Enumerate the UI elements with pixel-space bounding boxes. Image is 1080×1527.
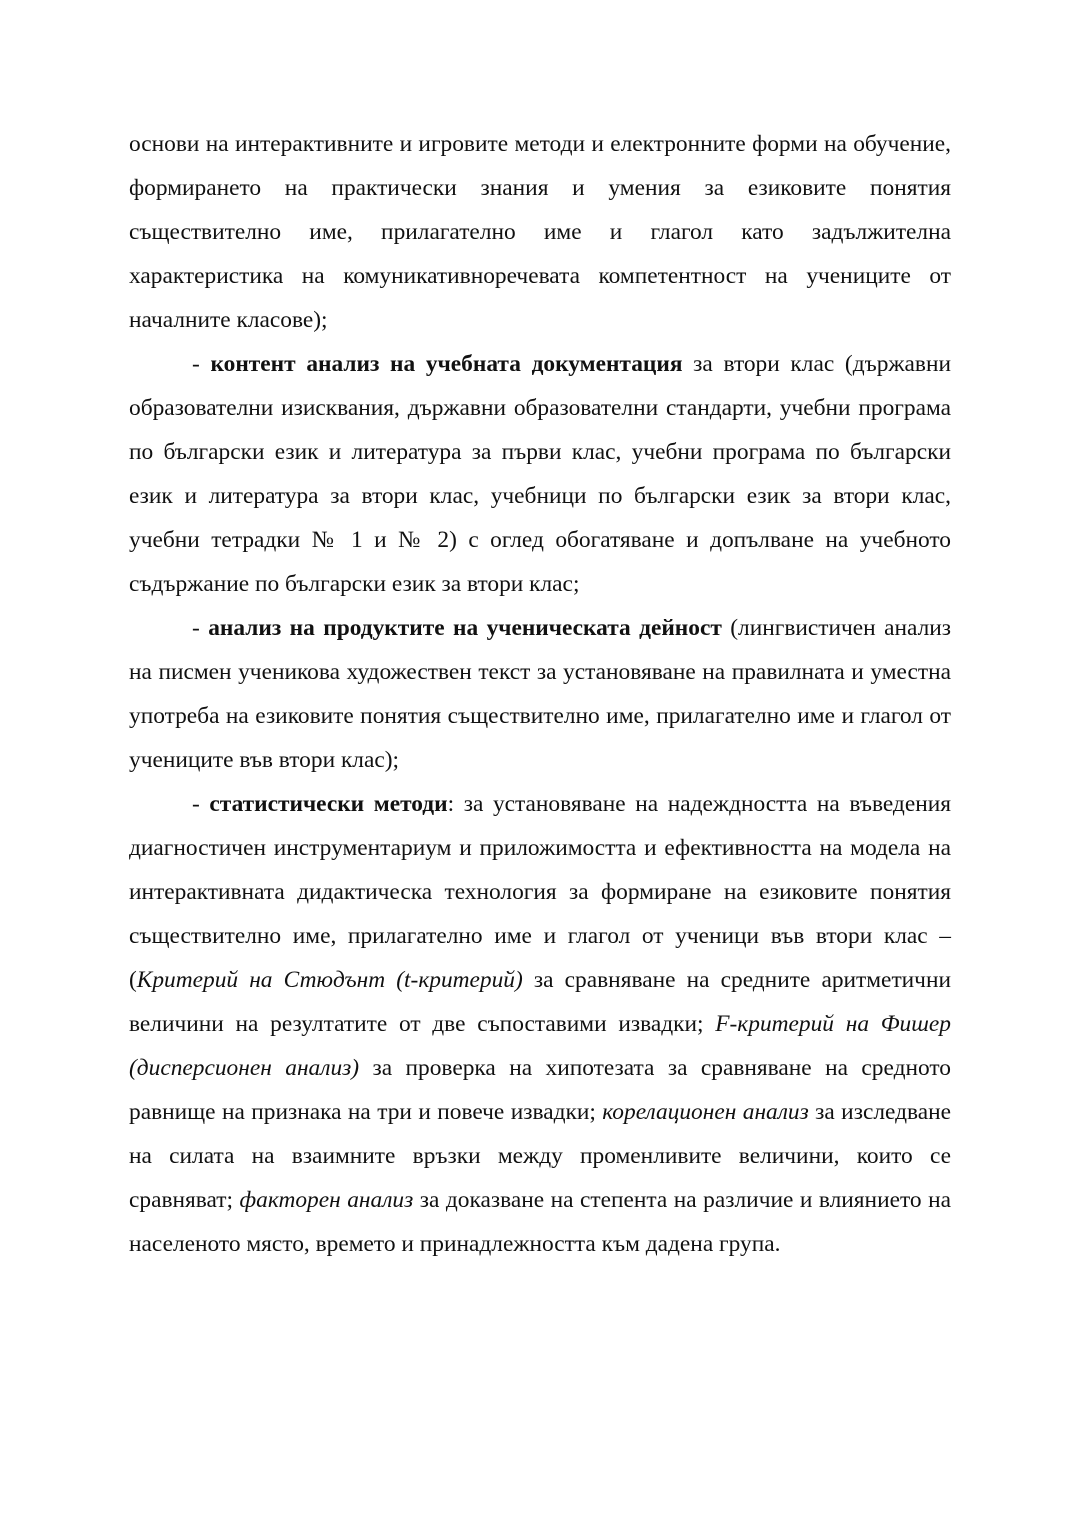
paragraph-text: за втори клас (държавни образователни изисквания, държавни образователни стандарти, учебни програма по български език и литература за първи клас, учебни програма по български език и литература за втори клас, учебници по български език за втори клас, учебни тетрадки № 1 и № 2) с оглед обогатяване и допълване на учебното съдържание по български език за втори клас;	[129, 351, 952, 597]
paragraph-continuation	[129, 122, 951, 342]
italic-term: F-критерий на Фишер (дисперсионен анализ)	[129, 1011, 951, 1081]
bold-term: статистически методи	[209, 791, 448, 817]
italic-term: корелационен анализ	[602, 1099, 809, 1125]
paragraph-text: за сравняване на средните аритметични величини на резултатите от две съпоставими извадки;	[129, 967, 951, 1037]
list-dash: -	[192, 791, 210, 817]
italic-term: Критерий на Стюдънт (t-критерий)	[136, 967, 523, 993]
italic-term: факторен анализ	[239, 1187, 414, 1213]
paragraph-text: : за установяване на надеждността на въведения диагностичен инструментариум и приложимостта и ефективността на модела на интерактивната дидактическа технология за формиране на езиковите понятия съществително име, прилагателно име и глагол от ученици във втори клас – (	[129, 791, 952, 993]
list-dash: -	[192, 351, 211, 377]
paragraph-text: за доказване на степента на различие и влиянието на населеното място, времето и принадлежността към дадена група.	[129, 1187, 951, 1257]
list-dash: -	[192, 615, 209, 641]
paragraph-product-analysis	[129, 606, 951, 782]
paragraph-text: за проверка на хипотезата за сравняване на средното равнище на признака на три и повече извадки;	[129, 1055, 951, 1125]
document-page	[129, 122, 951, 1266]
bold-term: контент анализ на учебната документация	[210, 351, 683, 377]
paragraph-statistical-methods	[129, 782, 951, 1266]
paragraph-text: основи на интерактивните и игровите методи и електронните форми на обучение, формирането на практически знания и умения за езиковите понятия съществително име, прилагателно име и глагол като задължителна характеристика на комуникативноречевата компетентност на учениците от началните класове);	[129, 131, 951, 333]
paragraph-content-analysis	[129, 342, 951, 606]
bold-term: анализ на продуктите на ученическата дейност	[208, 615, 722, 641]
paragraph-text: (лингвистичен анализ на писмен ученикова художествен текст за установяване на правилната и уместна употреба на езиковите понятия съществително име, прилагателно име и глагол от учениците във втори клас);	[129, 615, 952, 773]
paragraph-text: за изследване на силата на взаимните връзки между променливите величини, които се сравняват;	[129, 1099, 951, 1213]
